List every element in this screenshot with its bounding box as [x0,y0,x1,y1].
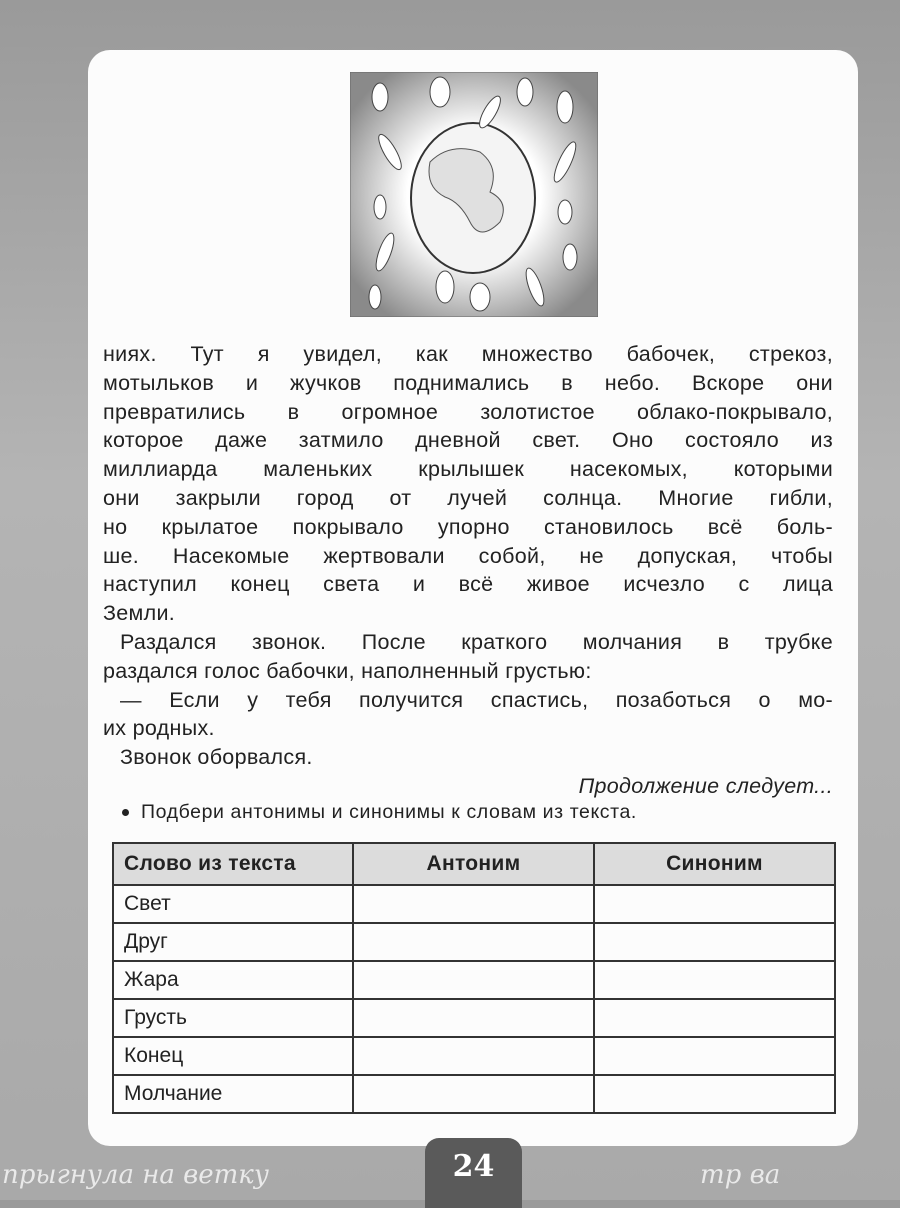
synonym-cell[interactable] [594,999,835,1037]
background-handwriting: прыгнула на ветку [2,1160,269,1190]
synonym-cell[interactable] [594,1037,835,1075]
story-line: но крылатое покрывало упорно становилось всё боль- [103,514,833,539]
antonym-cell[interactable] [353,923,594,961]
continuation-note: Продолжение следует... [578,773,833,798]
story-line: — Если у тебя получится спастись, позаботься о мо- [120,687,833,712]
header-word: Слово из текста [113,843,353,885]
word-cell: Грусть [113,999,353,1037]
antonym-cell[interactable] [353,1037,594,1075]
story-line: миллиарда маленьких крылышек насекомых, которыми [103,457,833,482]
story-text [103,340,833,801]
story-line: они закрыли город от лучей солнца. Многие гибли, [103,485,833,510]
bullet-icon [122,809,129,816]
synonym-cell[interactable] [594,961,835,999]
globe-insects-illustration [350,72,598,317]
story-line: ше. Насекомые жертвовали собой, не допуская, чтобы [103,543,833,568]
synonym-cell[interactable] [594,1075,835,1113]
story-line: Земли. [103,601,176,626]
page-number: 24 [425,1138,522,1208]
word-cell: Конец [113,1037,353,1075]
table-row [113,1075,835,1113]
background-handwriting: тр ва [700,1160,781,1190]
antonym-cell[interactable] [353,885,594,923]
synonym-cell[interactable] [594,885,835,923]
story-line: ниях. Тут я увидел, как множество бабочек, стрекоз, [103,342,833,366]
synonym-cell[interactable] [594,923,835,961]
story-line: которое даже затмило дневной свет. Оно состояло из [103,428,833,453]
word-cell: Жара [113,961,353,999]
word-cell: Друг [113,923,353,961]
antonym-cell[interactable] [353,961,594,999]
story-line: наступил конец света и всё живое исчезло с лица [103,572,833,597]
antonym-synonym-table [112,842,836,1114]
story-line: Раздался звонок. После краткого молчания в трубке [120,629,833,654]
antonym-cell[interactable] [353,999,594,1037]
table-row [113,999,835,1037]
header-synonym: Синоним [594,843,835,885]
table-row [113,923,835,961]
task-text: Подбери антонимы и синонимы к словам из текста. [141,801,637,823]
table-row [113,1037,835,1075]
table-row [113,961,835,999]
word-cell: Молчание [113,1075,353,1113]
table-header-row [113,843,835,885]
word-cell: Свет [113,885,353,923]
story-line: раздался голос бабочки, наполненный грустью: [103,658,592,683]
table-row [113,885,835,923]
antonym-cell[interactable] [353,1075,594,1113]
task-instruction [122,801,637,824]
story-line: мотыльков и жучков поднимались в небо. Вскоре они [103,370,833,395]
story-line: их родных. [103,716,215,741]
header-antonym: Антоним [353,843,594,885]
story-line: превратились в огромное золотистое облако-покрывало, [103,399,833,424]
story-line: Звонок оборвался. [120,745,313,770]
